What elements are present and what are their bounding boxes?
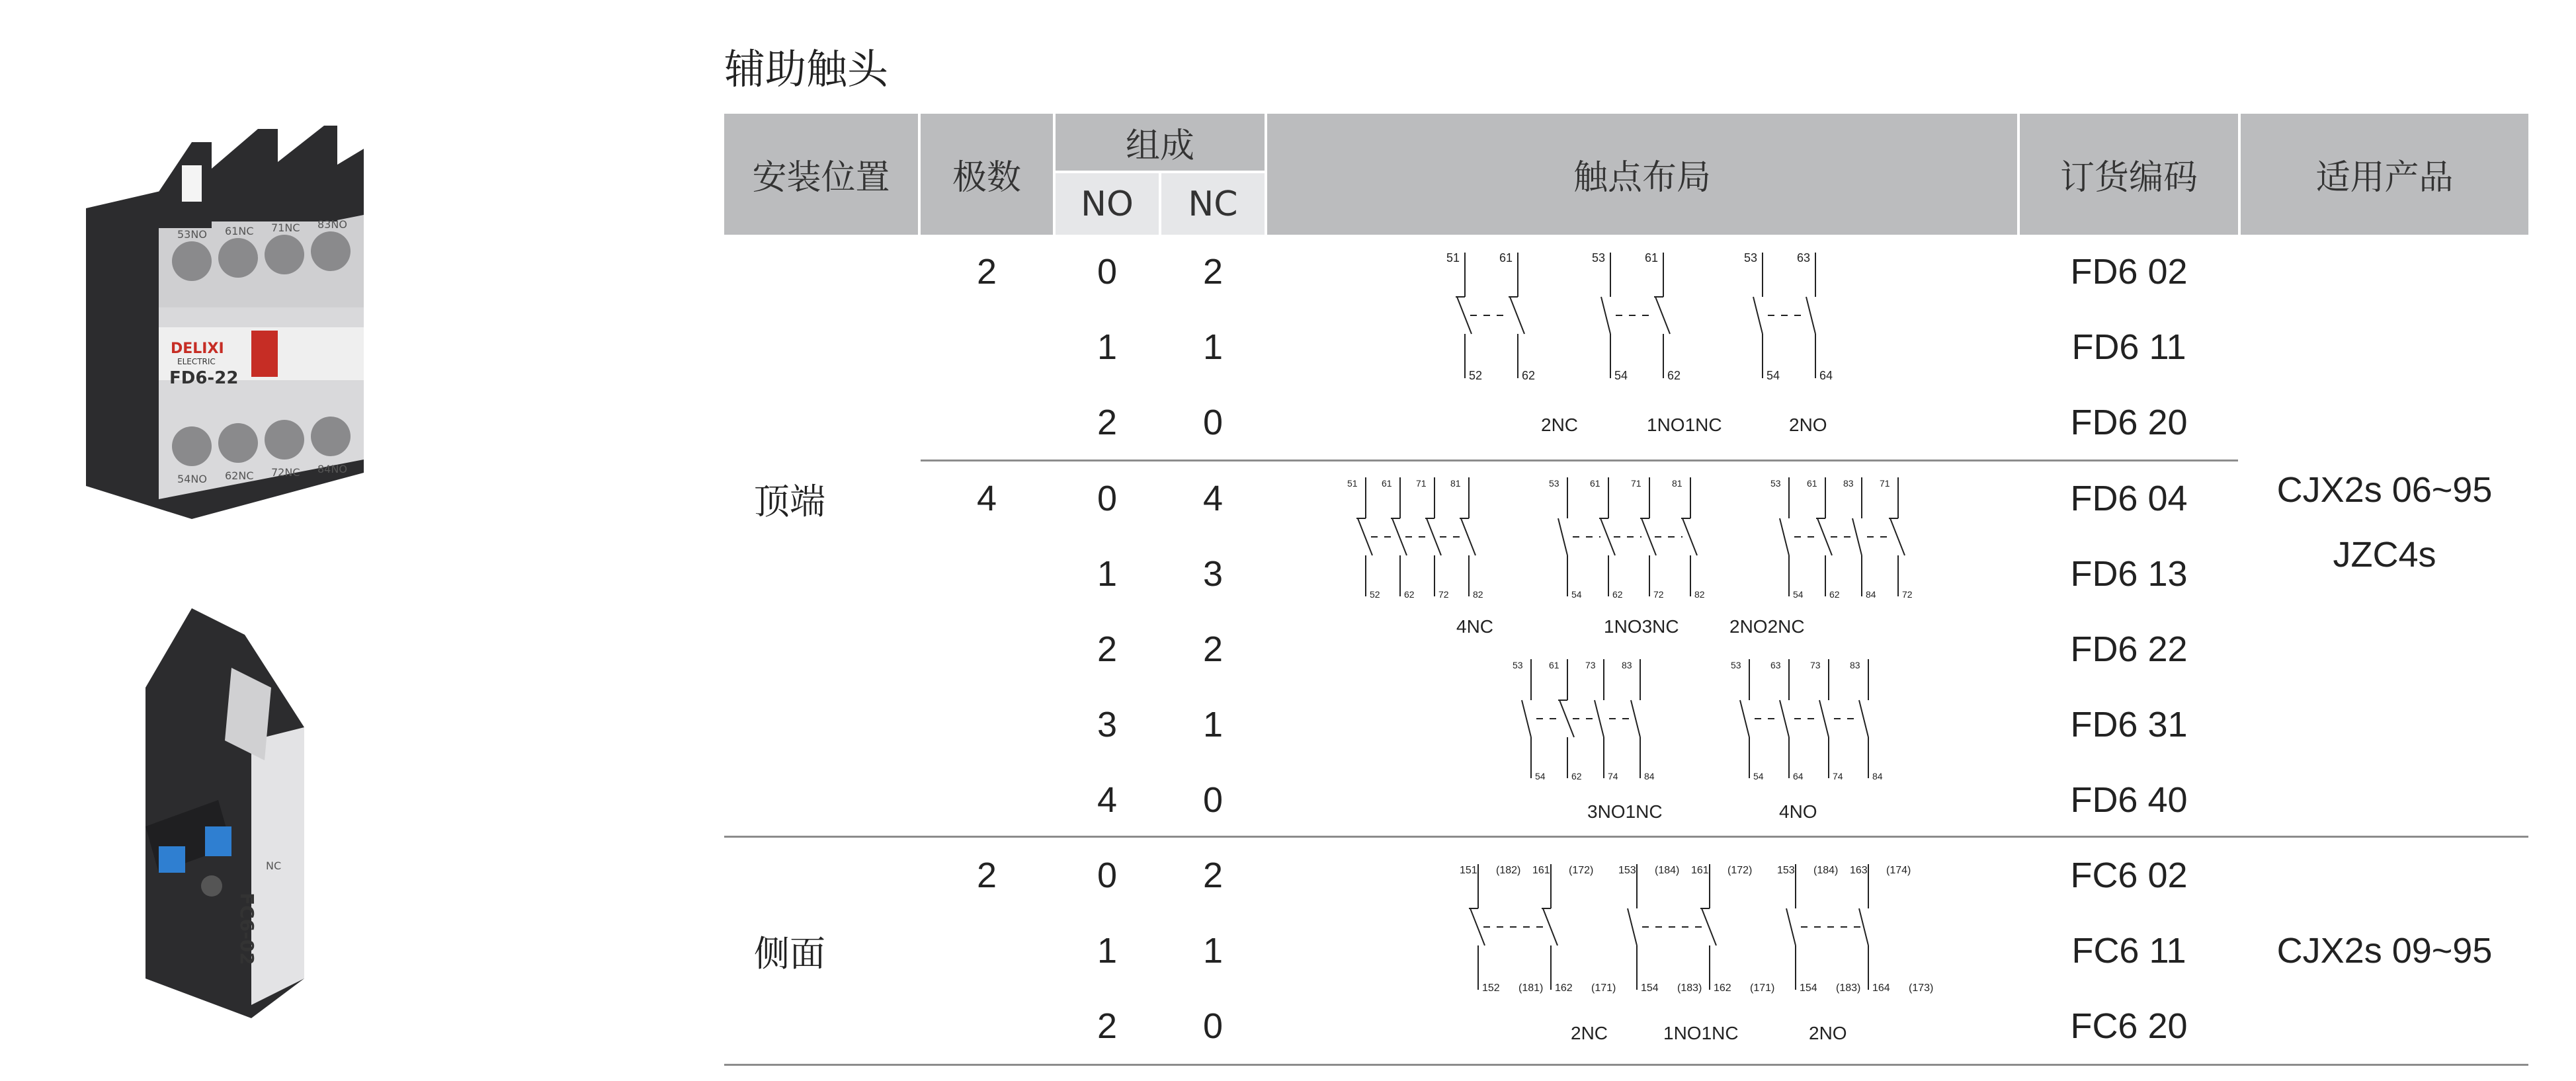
table-row-no: 0 (1097, 479, 1118, 518)
table-row-code: FD6 22 (2070, 629, 2188, 669)
diagram-caption: 1NO1NC (1647, 415, 1722, 435)
header-nc: NC (1161, 173, 1265, 235)
group-products-top (2241, 458, 2528, 587)
photo-top-label-3: 71NC (271, 221, 300, 234)
table-row-nc: 1 (1202, 327, 1224, 367)
table-row-no: 1 (1097, 327, 1118, 367)
photo-bottom-label-1: 54NO (177, 473, 207, 485)
contact-diagram-4pole-top-b (1445, 653, 1934, 828)
table-row-poles: 4 (976, 479, 997, 518)
top4b-block1-no-contact (1595, 700, 1604, 737)
top4a-block3-terminal-label: 62 (1829, 589, 1840, 600)
diagram-caption: 1NO3NC (1604, 616, 1679, 637)
product-line: CJX2s 06~95 (2276, 470, 2493, 510)
top4b-block2-terminal-label: 53 (1731, 660, 1741, 670)
top4a-block1-nc-contact (1358, 518, 1372, 555)
top4b-block2-terminal-label: 74 (1833, 771, 1843, 781)
table-row-no: 0 (1097, 856, 1118, 895)
table-row-code: FD6 31 (2070, 705, 2188, 744)
side2-block2-terminal-label: (183) (1677, 982, 1702, 994)
section-title: 辅助触头 (724, 45, 889, 93)
side2-block3-terminal-label: (174) (1886, 865, 1911, 876)
top4a-block2-terminal-label: 61 (1590, 478, 1600, 489)
top4b-block1-no-contact (1631, 700, 1640, 737)
top2-block2-terminal-label: 53 (1592, 251, 1606, 264)
top4a-block2-no-contact (1558, 518, 1567, 555)
top4b-block2-no-contact (1780, 700, 1789, 737)
side2-block3-terminal-label: 153 (1777, 865, 1795, 876)
diagram-caption: 3NO1NC (1587, 801, 1663, 822)
group-products-side (2241, 918, 2528, 983)
top4b-block1-terminal-label: 74 (1608, 771, 1618, 781)
side2-block3-terminal-label: (184) (1813, 865, 1839, 876)
product-photo-fd6 (60, 129, 403, 519)
top4b-block2-no-contact (1740, 700, 1749, 737)
side2-block1-nc-contact (1470, 908, 1485, 945)
side2-block2-terminal-label: 161 (1691, 865, 1709, 876)
header-applicable-products: 适用产品 (2241, 114, 2528, 235)
top4a-block3-nc-contact (1817, 518, 1832, 555)
side2-block2-nc-contact (1702, 908, 1716, 945)
top4a-block1-nc-contact (1392, 518, 1407, 555)
top4a-block3-terminal-label: 61 (1807, 478, 1817, 489)
table-row-no: 2 (1097, 1006, 1118, 1046)
top4b-block1-terminal-label: 61 (1549, 660, 1559, 670)
side2-block2-terminal-label: 153 (1618, 865, 1636, 876)
side2-block1-terminal-label: (182) (1496, 865, 1521, 876)
top4b-block1-no-contact (1522, 700, 1531, 737)
top2-block1-terminal-label: 52 (1469, 369, 1483, 382)
table-row-code: FC6 20 (2070, 1006, 2188, 1046)
product-line: CJX2s 09~95 (2276, 931, 2493, 971)
table-row-nc: 2 (1202, 856, 1224, 895)
side2-block3-terminal-label: 154 (1800, 982, 1817, 994)
diagram-caption: 4NO (1779, 801, 1817, 822)
photo-brand: DELIXI (171, 340, 224, 357)
diagram-caption: 2NC (1541, 415, 1579, 435)
top4b-block2-no-contact (1859, 700, 1868, 737)
top4a-block1-nc-contact (1427, 518, 1441, 555)
photo-brand-sub: ELECTRIC (177, 357, 216, 366)
side2-block3-terminal-label: 164 (1872, 982, 1890, 994)
side2-block1-terminal-label: 151 (1460, 865, 1477, 876)
side2-block3-terminal-label: 163 (1850, 865, 1868, 876)
top4a-block3-terminal-label: 72 (1902, 589, 1913, 600)
side2-block1-terminal-label: (181) (1518, 982, 1544, 994)
top2-block2-terminal-label: 61 (1645, 251, 1659, 264)
table-row-code: FD6 20 (2070, 403, 2188, 442)
table-row-poles: 2 (976, 252, 997, 292)
top4a-block2-nc-contact (1683, 518, 1697, 555)
table-row-nc: 1 (1202, 705, 1224, 744)
top2-block1-nc-contact (1457, 297, 1472, 334)
header-order-code: 订货编码 (2020, 114, 2238, 235)
photo-side-model: FC6-02 (236, 893, 258, 965)
diagram-caption: 4NC (1456, 616, 1494, 637)
top4b-block2-terminal-label: 73 (1810, 660, 1821, 670)
table-row-poles: 2 (976, 856, 997, 895)
top4a-block3-terminal-label: 83 (1843, 478, 1854, 489)
top2-block3-no-contact (1806, 297, 1815, 334)
product-photo-fc6 (132, 608, 357, 1018)
top4a-block1-terminal-label: 71 (1416, 478, 1427, 489)
top4b-block2-terminal-label: 83 (1850, 660, 1860, 670)
side2-block2-terminal-label: (171) (1750, 982, 1775, 994)
top2-block3-terminal-label: 63 (1797, 251, 1811, 264)
top4a-block3-no-contact (1780, 518, 1789, 555)
top4a-block3-terminal-label: 71 (1880, 478, 1890, 489)
side2-block1-terminal-label: 161 (1532, 865, 1550, 876)
side2-block1-terminal-label: 162 (1555, 982, 1573, 994)
table-row-nc: 4 (1202, 479, 1224, 518)
table-row-nc: 0 (1202, 1006, 1224, 1046)
header-composition: 组成 (1056, 114, 1265, 171)
side2-block3-terminal-label: (173) (1909, 982, 1934, 994)
table-row-code: FC6 11 (2071, 931, 2186, 971)
group-position-top: 顶端 (754, 481, 825, 522)
top4a-block3-terminal-label: 53 (1770, 478, 1781, 489)
top2-block1-nc-contact (1510, 297, 1524, 334)
top4b-block1-terminal-label: 83 (1622, 660, 1632, 670)
top2-block1-terminal-label: 61 (1499, 251, 1513, 264)
top2-block1-terminal-label: 62 (1522, 369, 1536, 382)
top2-block3-terminal-label: 53 (1744, 251, 1758, 264)
top4b-block2-no-contact (1819, 700, 1829, 737)
table-row-nc: 0 (1202, 780, 1224, 820)
table-row-nc: 1 (1202, 931, 1224, 971)
table-row-nc: 3 (1202, 554, 1224, 594)
diagram-caption: 2NC (1571, 1023, 1608, 1043)
table-row-code: FC6 02 (2070, 856, 2188, 895)
side2-block3-no-contact (1786, 908, 1796, 945)
top4a-block2-nc-contact (1641, 518, 1656, 555)
contact-diagram-2pole-side (1386, 851, 1934, 1056)
diagram-caption: 2NO2NC (1729, 616, 1805, 637)
side2-block2-terminal-label: (184) (1655, 865, 1680, 876)
table-row-code: FD6 02 (2070, 252, 2188, 292)
side2-block1-nc-contact (1543, 908, 1558, 945)
table-row-code: FD6 11 (2071, 327, 2186, 367)
table-row-no: 1 (1097, 554, 1118, 594)
top4a-block2-terminal-label: 82 (1694, 589, 1705, 600)
photo-model: FD6-22 (169, 368, 239, 388)
top4a-block3-nc-contact (1890, 518, 1905, 555)
top4b-block2-terminal-label: 64 (1793, 771, 1804, 781)
top4a-block2-terminal-label: 72 (1653, 589, 1664, 600)
table-row-nc: 0 (1202, 403, 1224, 442)
top2-block2-no-contact (1601, 297, 1610, 334)
table-row-code: FD6 40 (2070, 780, 2188, 820)
top4a-block2-terminal-label: 71 (1631, 478, 1641, 489)
side2-block1-terminal-label: (171) (1591, 982, 1616, 994)
top4a-block3-terminal-label: 54 (1793, 589, 1804, 600)
side2-block3-no-contact (1859, 908, 1868, 945)
top2-block3-no-contact (1753, 297, 1763, 334)
header-contact-layout: 触点布局 (1267, 114, 2017, 235)
side2-block2-no-contact (1628, 908, 1637, 945)
product-line: JZC4s (2333, 535, 2436, 575)
top4a-block2-terminal-label: 62 (1612, 589, 1623, 600)
top4a-block1-terminal-label: 81 (1450, 478, 1461, 489)
top2-block2-terminal-label: 54 (1614, 369, 1628, 382)
top2-block1-terminal-label: 51 (1446, 251, 1460, 264)
group-position-side: 侧面 (754, 934, 825, 974)
photo-bottom-label-2: 62NC (225, 469, 254, 482)
table-row-code: FD6 13 (2070, 554, 2188, 594)
top4a-block1-terminal-label: 82 (1473, 589, 1483, 600)
photo-side-nc: NC (266, 860, 282, 872)
top2-block2-terminal-label: 62 (1667, 369, 1681, 382)
side2-block2-terminal-label: 154 (1641, 982, 1659, 994)
top4b-block2-terminal-label: 54 (1753, 771, 1764, 781)
top4a-block3-no-contact (1852, 518, 1862, 555)
top4b-block1-nc-contact (1559, 700, 1574, 737)
table-row-no: 2 (1097, 403, 1118, 442)
table-row-code: FD6 04 (2070, 479, 2188, 518)
top4a-block3-terminal-label: 84 (1866, 589, 1876, 600)
table-row-no: 1 (1097, 931, 1118, 971)
photo-bottom-label-3: 72NC (271, 466, 300, 479)
top4a-block1-terminal-label: 62 (1404, 589, 1415, 600)
contact-diagram-4pole-top-a (1349, 471, 1944, 639)
top2-block3-terminal-label: 64 (1819, 369, 1833, 382)
top4b-block1-terminal-label: 54 (1535, 771, 1546, 781)
photo-top-label-1: 53NO (177, 228, 207, 241)
top4a-block2-terminal-label: 81 (1672, 478, 1683, 489)
diagram-caption: 1NO1NC (1663, 1023, 1739, 1043)
photo-top-label-2: 61NC (225, 225, 254, 237)
side2-block3-terminal-label: (183) (1836, 982, 1861, 994)
photo-top-label-4: 83NO (317, 218, 347, 231)
diagram-caption: 2NO (1809, 1023, 1847, 1043)
side2-block1-terminal-label: (172) (1569, 865, 1594, 876)
top4a-block1-terminal-label: 72 (1438, 589, 1449, 600)
table-row-no: 3 (1097, 705, 1118, 744)
table-row-nc: 2 (1202, 252, 1224, 292)
top2-block2-nc-contact (1655, 297, 1670, 334)
top4a-block2-nc-contact (1600, 518, 1615, 555)
table-row-nc: 2 (1202, 629, 1224, 669)
header-poles: 极数 (921, 114, 1053, 235)
top4a-block1-nc-contact (1461, 518, 1475, 555)
side2-block2-terminal-label: (172) (1727, 865, 1753, 876)
diagram-caption: 2NO (1789, 415, 1827, 435)
top2-block3-terminal-label: 54 (1766, 369, 1780, 382)
top4b-block2-terminal-label: 84 (1872, 771, 1883, 781)
top4a-block2-terminal-label: 53 (1549, 478, 1559, 489)
spec-table (724, 114, 2528, 1066)
table-row-no: 2 (1097, 629, 1118, 669)
top4a-block1-terminal-label: 51 (1347, 478, 1358, 489)
top4b-block1-terminal-label: 62 (1571, 771, 1582, 781)
top4a-block1-terminal-label: 52 (1370, 589, 1380, 600)
table-row-no: 0 (1097, 252, 1118, 292)
top4b-block1-terminal-label: 53 (1513, 660, 1523, 670)
side2-block1-terminal-label: 152 (1482, 982, 1500, 994)
top4b-block1-terminal-label: 84 (1644, 771, 1655, 781)
table-bottom-rule (724, 1064, 2528, 1066)
header-no: NO (1056, 173, 1159, 235)
top4b-block1-terminal-label: 73 (1585, 660, 1596, 670)
top4a-block2-terminal-label: 54 (1571, 589, 1582, 600)
top4b-block2-terminal-label: 63 (1770, 660, 1781, 670)
contact-diagram-2pole-top (1386, 246, 1901, 451)
header-position: 安装位置 (724, 114, 918, 235)
photo-bottom-label-4: 84NO (317, 463, 347, 475)
side2-block2-terminal-label: 162 (1714, 982, 1731, 994)
table-row-no: 4 (1097, 780, 1118, 820)
top4a-block1-terminal-label: 61 (1382, 478, 1392, 489)
